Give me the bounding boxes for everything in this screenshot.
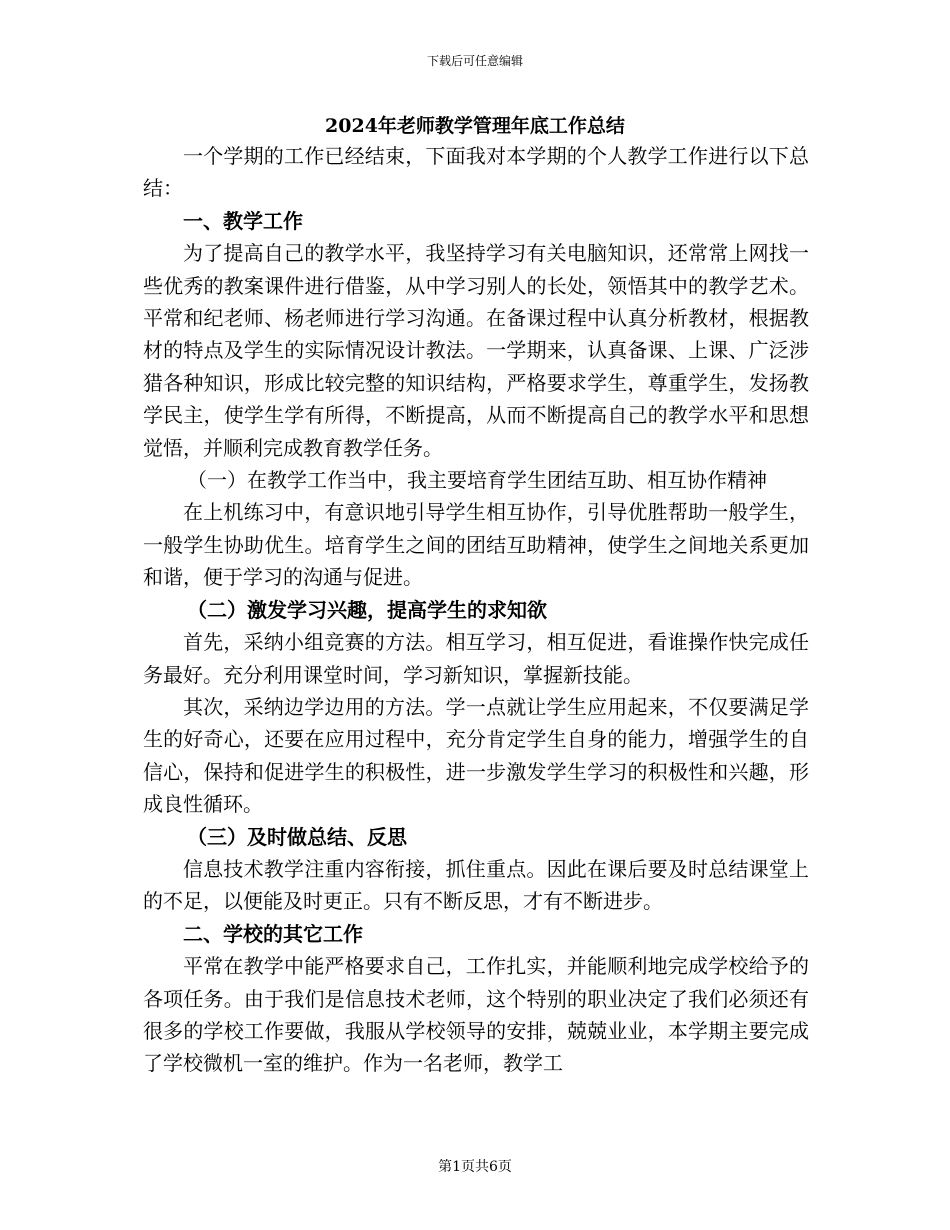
paragraph-cooperation: 在上机练习中，有意识地引导学生相互协作，引导优胜帮助一般学生，一般学生协助优生。培育学生之间的团结互助精神，使学生之间地关系更加和谐，便于学习的沟通与促进。	[143, 500, 809, 590]
paragraph-interest-2: 其次，采纳边学边用的方法。学一点就让学生应用起来，不仅要满足学生的好奇心，还要在应用过程中，充分肯定学生自身的能力，增强学生的自信心，保持和促进学生的积极性，进一步激发学生学习的积极性和兴趣，形成良性循环。	[143, 694, 809, 817]
page-header: 下载后可任意编辑	[426, 54, 523, 68]
subheading-cooperation: （一）在教学工作当中，我主要培育学生团结互助、相互协作精神	[187, 468, 767, 493]
section-heading-teaching: 一、教学工作	[183, 208, 303, 233]
document-body	[143, 140, 809, 1080]
page-footer: 第1页共6页	[438, 1159, 512, 1175]
paragraph-interest-1: 首先，采纳小组竞赛的方法。相互学习，相互促进，看谁操作快完成任务最好。充分利用课堂时间，学习新知识，掌握新技能。	[143, 630, 809, 687]
paragraph-teaching: 为了提高自己的教学水平，我坚持学习有关电脑知识，还常常上网找一些优秀的教案课件进行借鉴，从中学习别人的长处，领悟其中的教学艺术。平常和纪老师、杨老师进行学习沟通。在备课过程中认真分析教材，根据教材的特点及学生的实际情况设计教法。一学期来，认真备课、上课、广泛涉猎各种知识，形成比较完整的知识结构，严格要求学生，尊重学生，发扬教学民主，使学生学有所得，不断提高，从而不断提高自己的教学水平和思想觉悟，并顺利完成教育教学任务。	[143, 241, 809, 460]
intro-paragraph: 一个学期的工作已经结束，下面我对本学期的个人教学工作进行以下总结：	[143, 144, 809, 201]
paragraph-reflection: 信息技术教学注重内容衔接，抓住重点。因此在课后要及时总结课堂上的不足，以便能及时更正。只有不断反思，才有不断进步。	[143, 856, 809, 914]
section-heading-other-work: 二、学校的其它工作	[183, 921, 363, 946]
subheading-interest: （二）激发学习兴趣，提高学生的求知欲	[187, 597, 547, 622]
subheading-reflection: （三）及时做总结、反思	[187, 824, 407, 849]
paragraph-other-work: 平常在教学中能严格要求自己，工作扎实，并能顺利地完成学校给予的各项任务。由于我们是信息技术老师，这个特别的职业决定了我们必须还有很多的学校工作要做，我服从学校领导的安排，兢兢业业，本学期主要完成了学校微机一室的维护。作为一名老师，教学工	[143, 954, 809, 1076]
document-title: 2024年老师教学管理年底工作总结	[325, 115, 625, 137]
